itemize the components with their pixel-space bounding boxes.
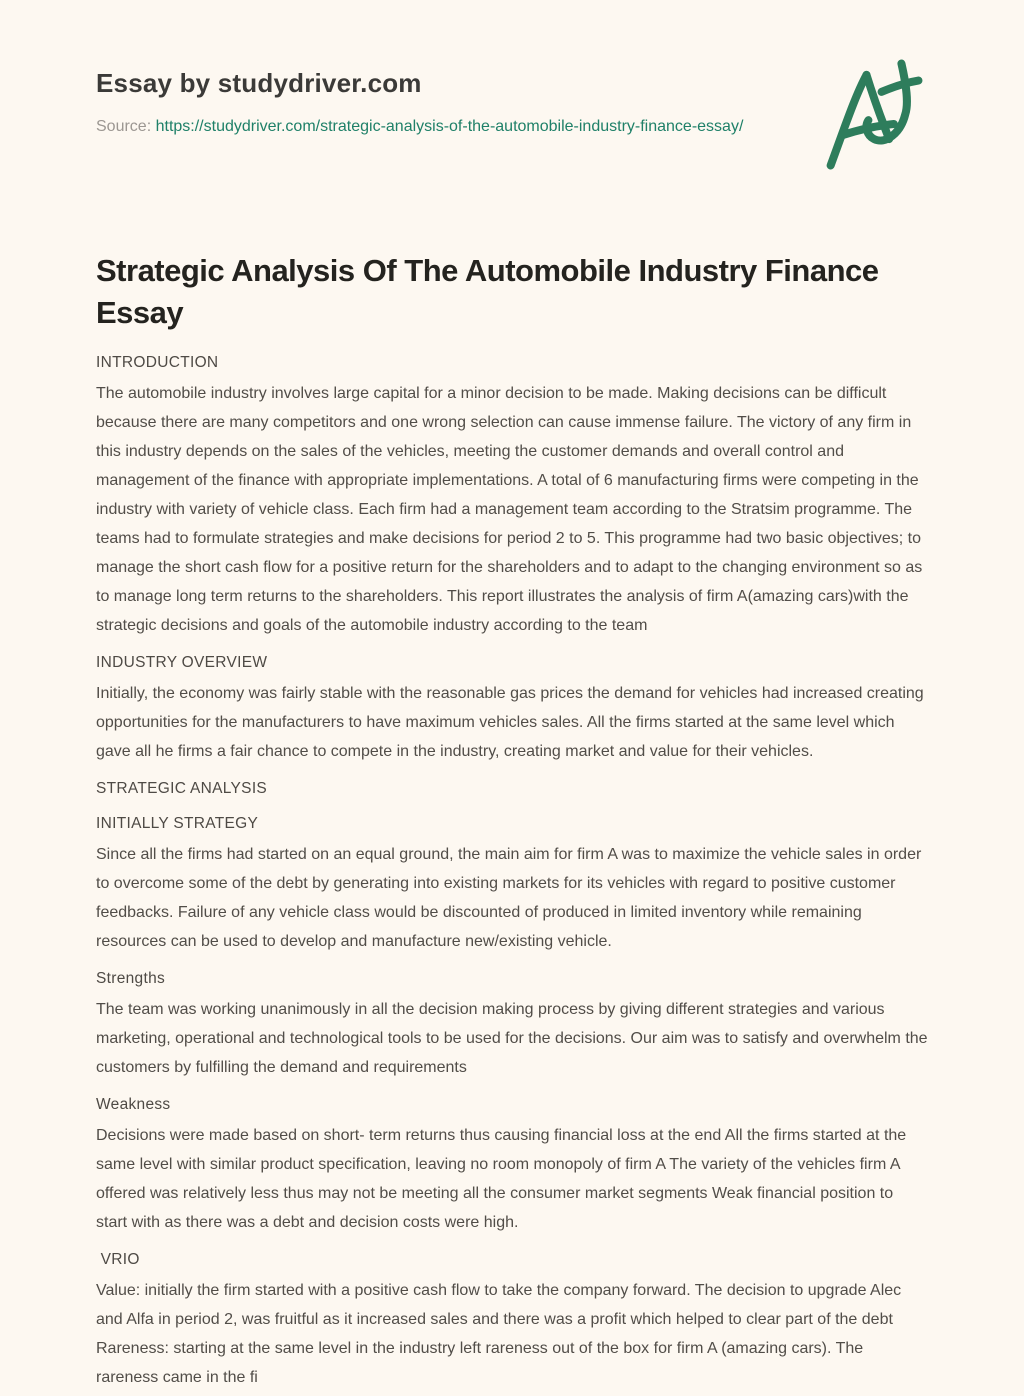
section-heading: INTRODUCTION [96, 354, 219, 371]
essay-title: Strategic Analysis Of The Automobile Industry Finance Essay [96, 253, 879, 330]
section-heading: INDUSTRY OVERVIEW [96, 654, 268, 671]
essay-paragraph: The team was working unanimously in all the decision making process by giving different strategies and various marketing, operational and technological tools to be used for the decisions. Our aim was to satisfy and overwhelm the customers by fulfilling the demand and requirements [96, 1001, 928, 1076]
essay-paragraph: Since all the firms had started on an equal ground, the main aim for firm A was to maximize the vehicle sales in order to overcome some of the debt by generating into existing markets for its vehicles with regard to positive customer feedbacks. Failure of any vehicle class would be discounted of produced in limited inventory while remaining resources can be used to develop and manufacture new/existing vehicle. [96, 846, 922, 950]
essay-paragraph: Initially, the economy was fairly stable with the reasonable gas prices the demand for vehicles had increased creating opportunities for the manufacturers to have maximum vehicles sales. All the firms started at the same level which gave all he firms a fair chance to compete in the industry, creating market and value for their vehicles. [96, 685, 924, 760]
essay-sections [96, 348, 928, 1392]
studydriver-logo [822, 56, 928, 174]
essay-paragraph: Decisions were made based on short- term returns thus causing financial loss at the end All the firms started at the same level with similar product specification, leaving no room monopoly of firm A The variety of the vehicles firm A offered was relatively less thus may not be meeting all the consumer market segments Weak financial position to start with as there was a debt and decision costs were high. [96, 1127, 907, 1231]
essay-paragraph: The automobile industry involves large capital for a minor decision to be made. Making decisions can be difficult because there are many competitors and one wrong selection can cause immense failure. The victory of any firm in this industry depends on the sales of the vehicles, meeting the customer demands and overall control and management of the finance with appropriate implementations. A total of 6 manufacturing firms were competing in the industry with variety of vehicle class. Each firm had a management team according to the Stratsim programme. The teams had to formulate strategies and make decisions for period 2 to 5. This programme had two basic objectives; to manage the short cash flow for a positive return for the shareholders and to adapt to the changing environment so as to manage long term returns to the shareholders. This report illustrates the analysis of firm A(amazing cars)with the strategic decisions and goals of the automobile industry according to the team [96, 385, 923, 634]
section-heading: STRATEGIC ANALYSIS [96, 780, 268, 797]
section-heading: VRIO [96, 1251, 140, 1268]
essay-paragraph: Value: initially the firm started with a positive cash flow to take the company forward. The decision to upgrade Alec and Alfa in period 2, was fruitful as it increased sales and there was a profit which helped to clear part of the debt Rareness: starting at the same level in the industry left rareness out of the box for firm A (amazing cars). The rareness came in the fi [96, 1282, 902, 1386]
a-plus-logo-icon [822, 56, 928, 174]
page-header [96, 66, 928, 174]
source-label: Source: [96, 118, 152, 135]
site-header-title: Essay by studydriver.com [96, 68, 422, 98]
header-text-block [96, 66, 743, 142]
section-heading: Weakness [96, 1096, 171, 1113]
source-line [96, 112, 743, 142]
section-heading: INITIALLY STRATEGY [96, 815, 259, 832]
source-url-link[interactable]: https://studydriver.com/strategic-analysis-of-the-automobile-industry-finance-essay/ [155, 118, 744, 135]
section-heading: Strengths [96, 970, 166, 987]
